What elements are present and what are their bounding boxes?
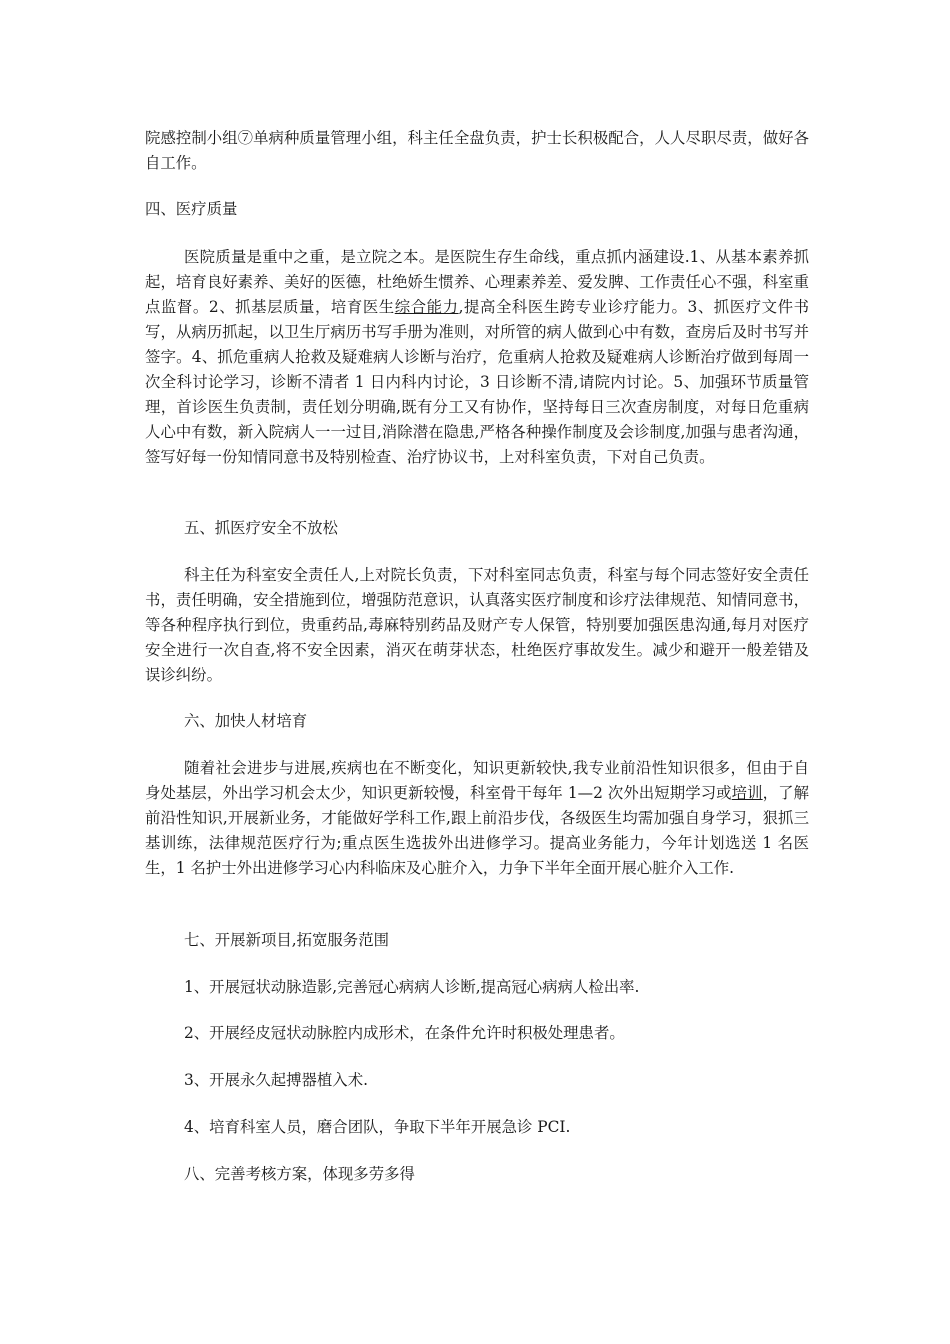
section-4-paragraph [145,245,809,470]
section-6-text-b: ，了解前沿性知识,开展新业务，才能做好学科工作,跟上前沿步伐，各级医生均需加强自身学习，狠抓三基训练，法律规范医疗行为;重点医生选拔外出进修学习。提高业务能力，今年计划选送 1 名医生，1 名护士外出进修学习心内科临床及心脏介入，力争下半年全面开展心脏介入工作. [145,784,809,877]
section-4-heading: 四、医疗质量 [145,200,238,218]
section-7-item-4: 4、培育科室人员，磨合团队，争取下半年开展急诊 PCI. [184,1118,571,1136]
training-link[interactable]: 培训 [731,784,763,802]
section-6-text-a: 随着社会进步与进展,疾病也在不断变化，知识更新较快,我专业前沿性知识很多，但由于自身处基层，外出学习机会太少，知识更新较慢，科室骨干每年 1—2 次外出短期学习或 [145,759,809,802]
section-6-paragraph [145,756,809,881]
intro-paragraph: 院感控制小组⑦单病种质量管理小组，科主任全盘负责，护士长积极配合，人人尽职尽责，做好各自工作。 [145,129,809,172]
section-7-heading: 七、开展新项目,拓宽服务范围 [184,931,389,949]
section-5-paragraph: 科主任为科室安全责任人,上对院长负责，下对科室同志负责，科室与每个同志签好安全责任书，责任明确，安全措施到位，增强防范意识，认真落实医疗制度和诊疗法律规范、知情同意书，等各种程序执行到位，贵重药品,毒麻特别药品及财产专人保管，特别要加强医患沟通,每月对医疗安全进行一次自查,将不安全因素，消灭在萌芽状态，杜绝医疗事故发生。减少和避开一般差错及误诊纠纷。 [145,566,809,684]
comprehensive-ability-link[interactable]: 综合能力 [394,298,459,316]
section-7-item-1: 1、开展冠状动脉造影,完善冠心病病人诊断,提高冠心病病人检出率. [184,978,640,996]
section-6-heading: 六、加快人材培育 [184,712,308,730]
section-4-text-b: ,提高全科医生跨专业诊疗能力。3、抓医疗文件书写，从病历抓起，以卫生厅病历书写手册为准则，对所管的病人做到心中有数，查房后及时书写并签字。4、抓危重病人抢救及疑难病人诊断与治疗，危重病人抢救及疑难病人诊断治疗做到每周一次全科讨论学习，诊断不清者 1 日内科内讨论，3 日诊断不清,请院内讨论。5、加强环节质量管理，首诊医生负责制，责任划分明确,既有分工又有协作，坚持每日三次查房制度，对每日危重病人心中有数，新入院病人一一过目,消除潜在隐患,严格各种操作制度及会诊制度,加强与患者沟通，签写好每一份知情同意书及特别检查、治疗协议书，上对科室负责，下对自己负责。 [145,298,809,466]
section-5-heading: 五、抓医疗安全不放松 [184,519,338,537]
section-7-item-2: 2、开展经皮冠状动脉腔内成形术，在条件允许时积极处理患者。 [184,1024,625,1042]
section-8-heading: 八、完善考核方案，体现多劳多得 [184,1165,415,1183]
section-4-text-a: 医院质量是重中之重，是立院之本。是医院生存生命线，重点抓内涵建设.1、从基本素养抓起，培育良好素养、美好的医德，杜绝娇生惯养、心理素养差、爱发脾、工作责任心不强，科室重点监督。2、抓基层质量，培育医生 [145,248,809,316]
section-7-item-3: 3、开展永久起搏器植入术. [184,1071,368,1089]
